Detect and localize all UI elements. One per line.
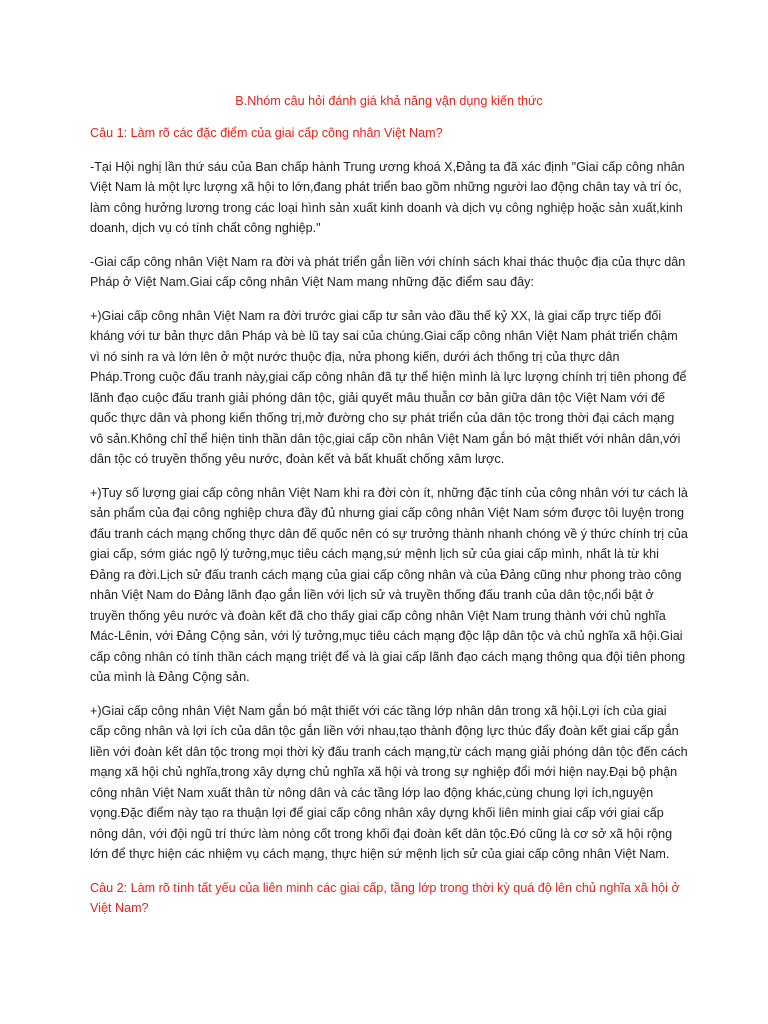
paragraph-origin: -Giai cấp công nhân Việt Nam ra đời và phát triển gắn liền với chính sách khai thác thuộc địa của thực dân Pháp ở Việt Nam.Giai cấp công nhân Việt Nam mang những đặc điểm sau đây: (90, 254, 686, 289)
paragraph-trait-2: +)Tuy số lượng giai cấp công nhân Việt Nam khi ra đời còn ít, những đặc tính của công nhân với tư cách là sản phẩm của đại công nghiệp chưa đầy đủ nhưng giai cấp công nhân Việt Nam sớm được tôi luyện trong đấu tranh cách mạng chống thực dân đế quốc nên có sự trưởng thành nhanh chóng về ý thức chính trị của giai cấp, sớm giác ngộ lý tưởng,mục tiêu cách mạng,sứ mệnh lịch sử của giai cấp mình, nhất là từ khi Đảng ra đời.Lịch sử đấu tranh cách mạng của giai cấp công nhân và của Đảng cũng như phong trào công nhân Việt Nam do Đảng lãnh đạo gắn liền với lịch sử và truyền thống đấu tranh của dân tộc,nổi bật ở truyền thống yêu nước và đoàn kết đã cho thấy giai cấp công nhân Việt Nam trung thành với chủ nghĩa Mác-Lênin, với Đảng Cộng sản, với lý tưởng,mục tiêu cách mạng độc lập dân tộc và chủ nghĩa xã hội.Giai cấp công nhân có tính thần cách mạng triệt để và là giai cấp lãnh đạo cách mạng thông qua đội tiên phong của mình là Đảng Cộng sản. (90, 485, 688, 684)
question-2: Câu 2: Làm rõ tính tất yếu của liên minh các giai cấp, tầng lớp trong thời kỳ quá độ lên chủ nghĩa xã hội ở Việt Nam? (90, 880, 680, 915)
question-1: Câu 1: Làm rõ các đặc điểm của giai cấp công nhân Việt Nam? (90, 126, 443, 140)
paragraph-trait-1: +)Giai cấp công nhân Việt Nam ra đời trước giai cấp tư sản vào đầu thế kỷ XX, là giai cấp trực tiếp đối kháng với tư bản thực dân Pháp và bè lũ tay sai của chúng.Giai cấp công nhân Việt Nam phát triển chậm vì nó sinh ra và lớn lên ở một nước thuộc địa, nửa phong kiến, dưới ách thống trị của thực dân Pháp.Trong cuộc đấu tranh này,giai cấp công nhân đã tự thể hiện mình là lực lượng chính trị tiên phong để lãnh đạo cuộc đấu tranh giải phóng dân tộc, giải quyết mâu thuẫn cơ bản giữa dân tộc Việt Nam với đế quốc thực dân và phong kiến thống trị,mở đường cho sự phát triển của dân tộc trong thời đại cách mạng vô sản.Không chỉ thể hiện tinh thần dân tộc,giai cấp cồn nhân Việt Nam gắn bó mật thiết với nhân dân,với dân tộc có truyền thống yêu nước, đoàn kết và bất khuất chống xâm lược. (90, 308, 687, 466)
section-title: B.Nhóm câu hỏi đánh giá khả năng vận dụng kiến thức (235, 94, 543, 108)
paragraph-trait-3: +)Giai cấp công nhân Việt Nam gắn bó mật thiết với các tầng lớp nhân dân trong xã hội.Lợi ích của giai cấp công nhân và lợi ích của dân tộc gắn liền với nhau,tạo thành động lực thúc đẩy đoàn kết giai cấp gắn liền với đoàn kết dân tộc trong mọi thời kỳ đấu tranh cách mạng,từ cách mạng giải phóng dân tộc đến cách mạng xã hội chủ nghĩa,trong xây dựng chủ nghĩa xã hội và trong sự nghiệp đổi mới hiện nay.Đại bộ phận công nhân Việt Nam xuất thân từ nông dân và các tầng lớp lao động khác,cùng chung lợi ích,nguyện vọng.Đặc điểm này tạo ra thuận lợi để giai cấp công nhân xây dựng khối liên minh giai cấp với giai cấp nông dân, với đội ngũ trí thức làm nòng cốt trong khối đại đoàn kết dân tộc.Đó cũng là cơ sở xã hội rộng lớn để thực hiện các nhiệm vụ cách mạng, thực hiện sứ mệnh lịch sử của giai cấp công nhân Việt Nam. (90, 703, 688, 861)
paragraph-definition: -Tại Hội nghị lần thứ sáu của Ban chấp hành Trung ương khoá X,Đảng ta đã xác định "Giai cấp công nhân Việt Nam là một lực lượng xã hội to lớn,đang phát triển bao gồm những người lao động chân tay và trí óc, làm công hưởng lương trong các loại hình sản xuất kinh doanh và dịch vụ công nghiệp hoặc sản xuất,kinh doanh, dịch vụ có tính chất công nghiệp." (90, 159, 685, 235)
